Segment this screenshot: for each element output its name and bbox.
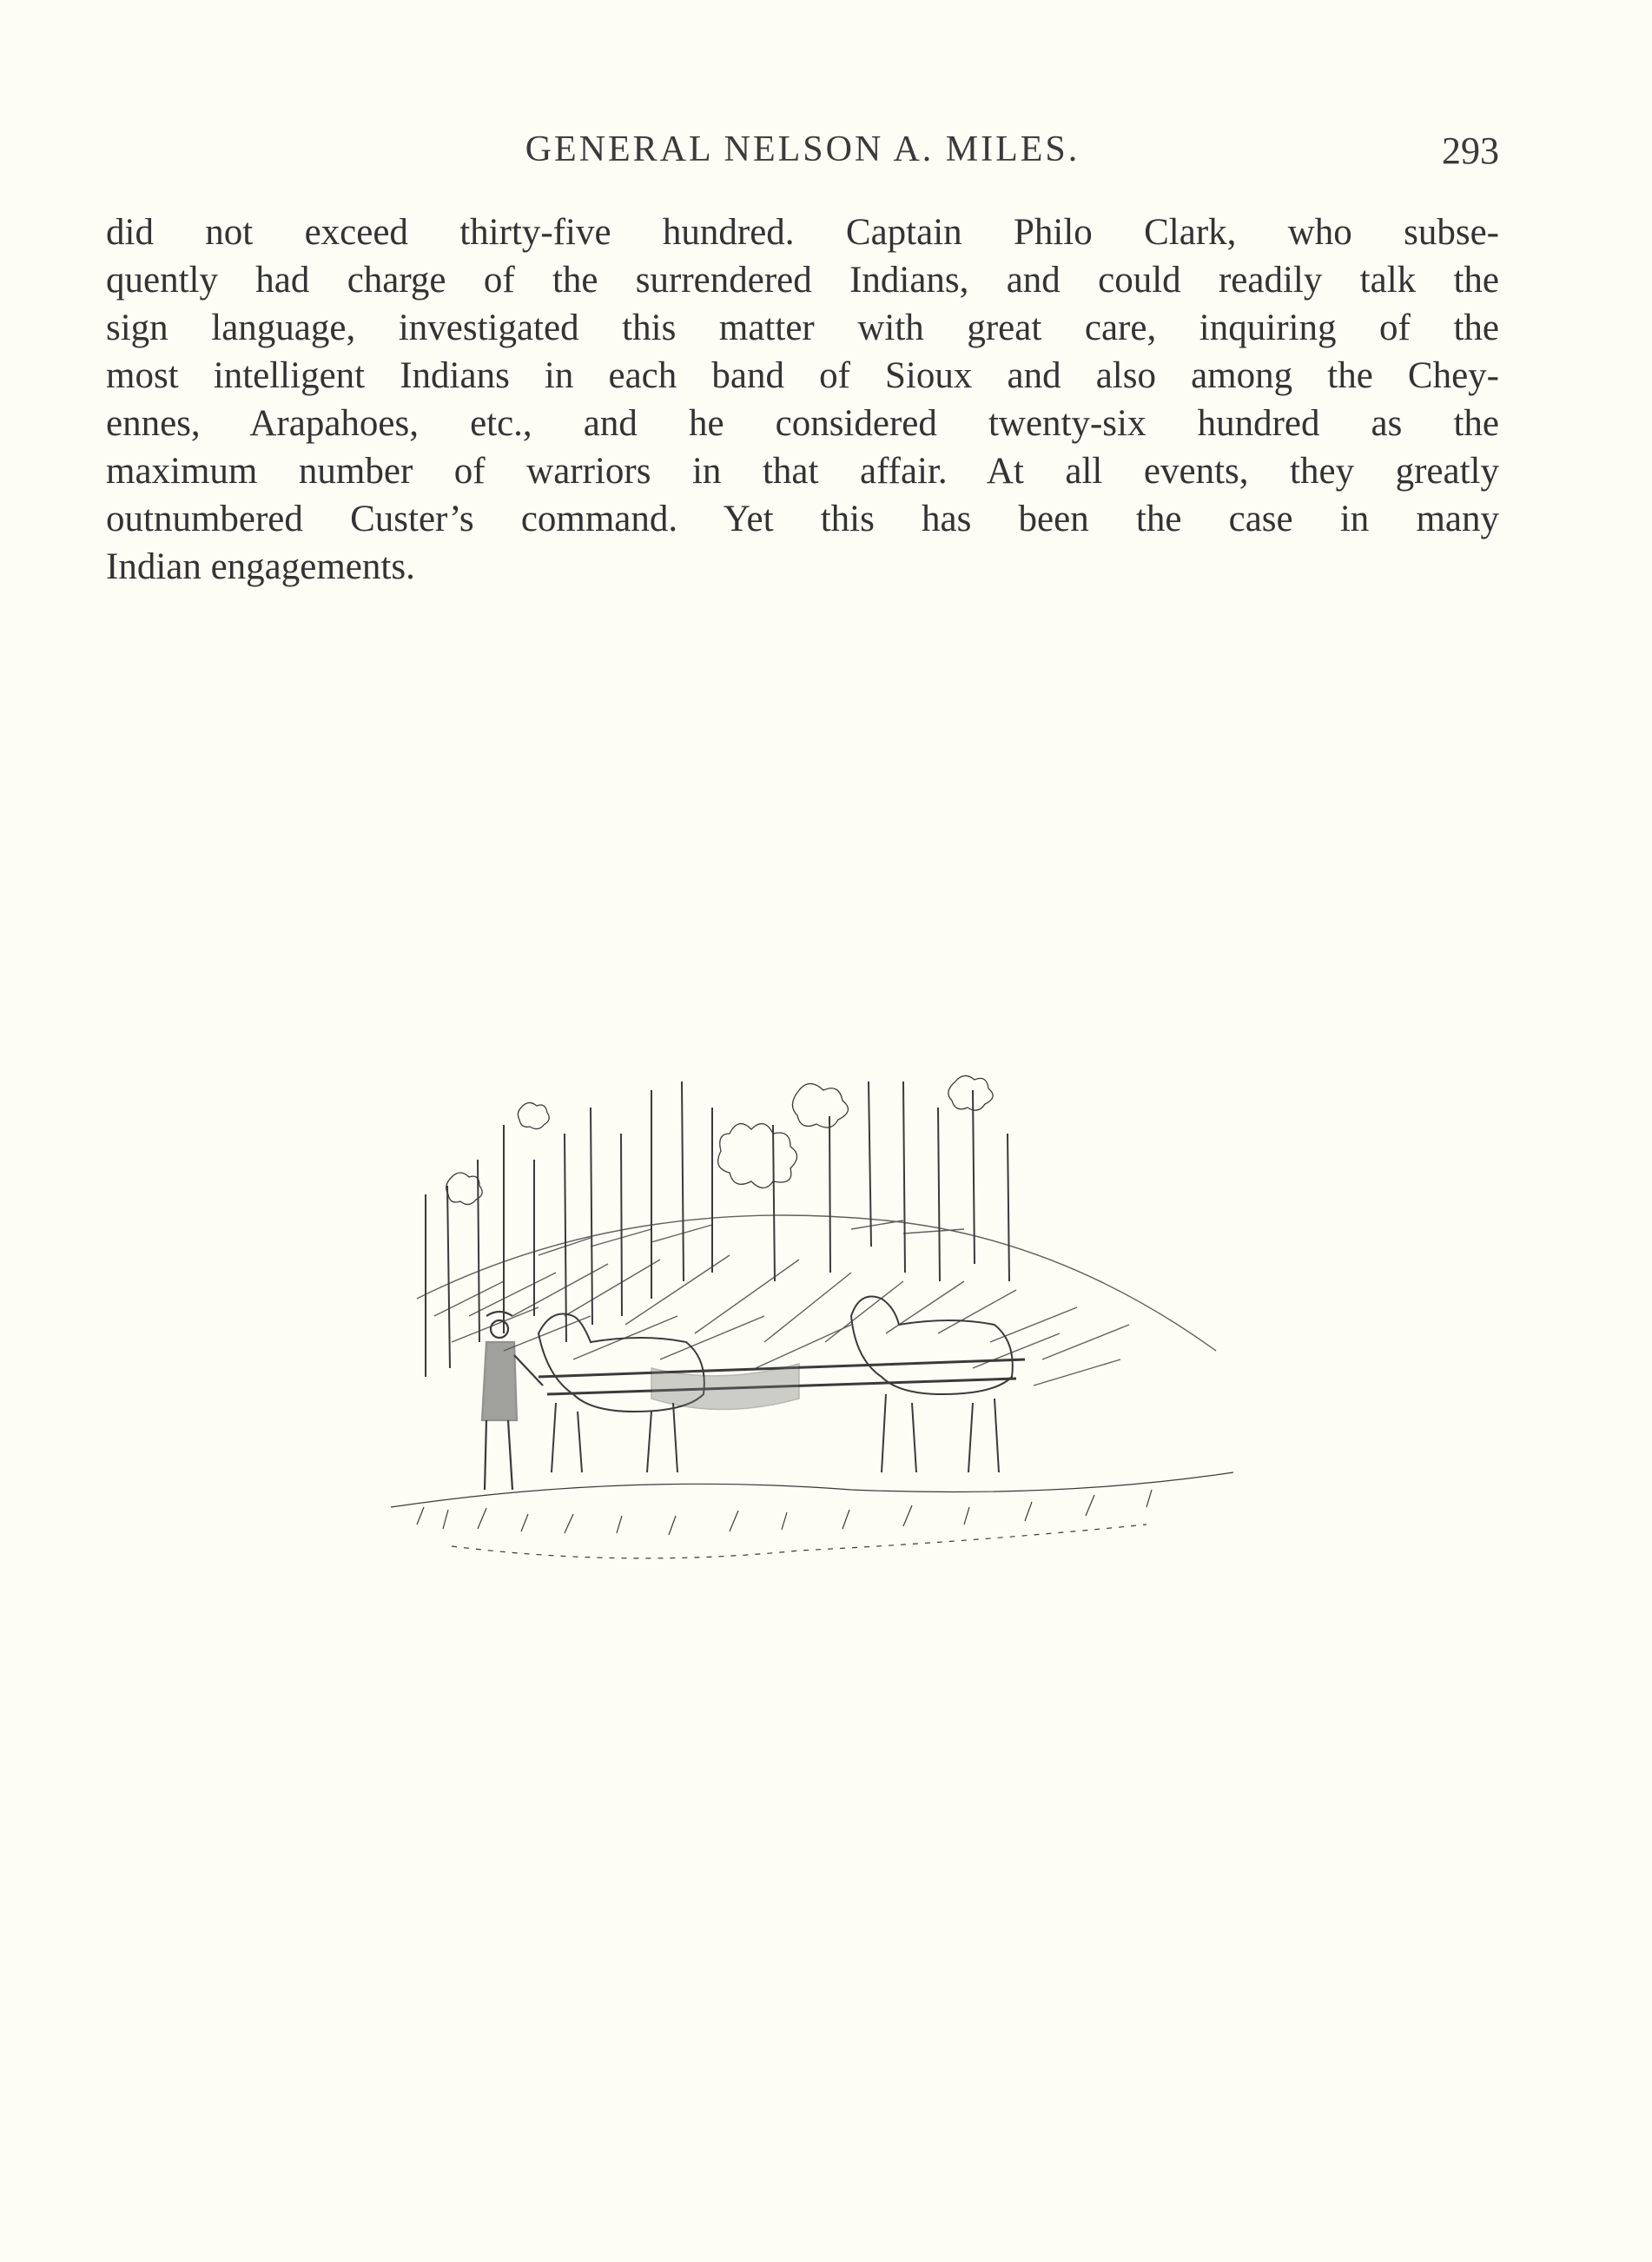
text-line: did not exceed thirty-five hundred. Captain Philo Clark, who subse- — [106, 212, 1499, 253]
text-line: outnumbered Custer’s command. Yet this has been the case in many — [106, 499, 1499, 539]
text-line: maximum number of warriors in that affair. At all events, they greatly — [106, 451, 1499, 492]
tree-trunks — [426, 1081, 1009, 1377]
text-line: most intelligent Indians in each band of Sioux and also among the Chey- — [106, 355, 1499, 396]
text-line: Indian engagements. — [106, 546, 415, 587]
running-head — [106, 129, 1499, 181]
body-paragraph — [106, 208, 1499, 591]
text-line: quently had charge of the surrendered Indians, and could readily talk the — [106, 260, 1499, 301]
litter-poles — [539, 1359, 1025, 1410]
ground-grass — [391, 1472, 1233, 1558]
hillside-hatching — [417, 1215, 1216, 1386]
text-line: sign language, investigated this matter with great care, inquiring of the — [106, 308, 1499, 348]
page-number: 293 — [1442, 129, 1499, 172]
running-title: GENERAL NELSON A. MILES. — [525, 129, 1080, 169]
text-line: ennes, Arapahoes, etc., and he considered twenty-six hundred as the — [106, 403, 1499, 444]
foliage — [446, 1075, 993, 1204]
engraving-illustration — [365, 1055, 1268, 1577]
